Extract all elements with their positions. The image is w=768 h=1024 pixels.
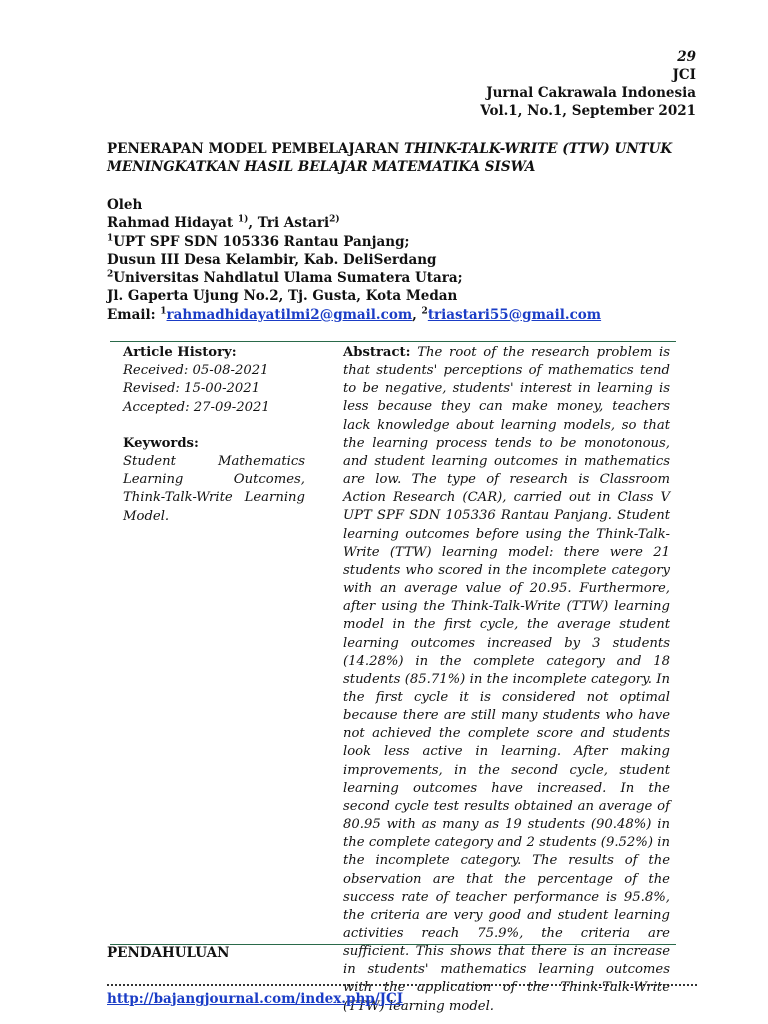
affiliation-2-address: Jl. Gaperta Ujung No.2, Tj. Gusta, Kota Medan (107, 288, 458, 305)
affiliation-2-name: Universitas Nahdlatul Ulama Sumatera Utara; (113, 270, 463, 287)
page-number: 29 (677, 49, 696, 65)
accepted-date: Accepted: 27-09-2021 (123, 399, 270, 415)
title-italic: THINK-TALK-WRITE (TTW) UNTUK MENINGKATKAN HASIL BELAJAR MATEMATIKA SISWA (107, 141, 673, 175)
journal-volume: Vol.1, No.1, September 2021 (480, 103, 696, 119)
affiliation-1-sup: 1 (107, 233, 114, 244)
affiliation-1 (107, 233, 697, 251)
article-history-label: Article History: (123, 345, 237, 360)
journal-name: Jurnal Cakrawala Indonesia (486, 85, 696, 101)
email-line (107, 306, 697, 324)
received-date: Received: 05-08-2021 (123, 363, 269, 379)
keywords-label: Keywords: (123, 435, 199, 451)
affiliation-2 (107, 269, 697, 287)
email-1-link[interactable]: rahmadhidayatilmi2@gmail.com (166, 306, 413, 323)
email-2-link[interactable]: triastari55@gmail.com (427, 306, 602, 323)
affiliation-1-address: Dusun III Desa Kelambir, Kab. DeliSerdang (107, 251, 437, 268)
affiliation-2-sup: 2 (107, 269, 114, 280)
paper-title (107, 140, 697, 176)
section-heading: PENDAHULUAN (107, 945, 230, 961)
email-2-sup: 2 (421, 306, 428, 317)
revised-date: Revised: 15-00-2021 (123, 381, 261, 397)
affiliation-1-name: UPT SPF SDN 105336 Rantau Panjang; (113, 233, 410, 250)
email-1-sup: 1 (160, 306, 167, 317)
author-2-sup: 2) (329, 214, 340, 225)
abstract-label: Abstract: (343, 345, 411, 360)
oleh-label: Oleh (107, 197, 143, 213)
author-1: Rahmad Hidayat (107, 215, 238, 232)
keywords-text: Student Mathematics Learning Outcomes, Think-Talk-Write Learning Model. (123, 454, 305, 524)
article-meta-column (123, 344, 305, 526)
title-regular: PENERAPAN MODEL PEMBELAJARAN (107, 141, 404, 157)
email-label: Email: (107, 306, 161, 323)
journal-abbreviation: JCI (672, 67, 696, 83)
author-1-sup: 1) (237, 214, 249, 225)
footer-dotted-divider (107, 984, 697, 986)
abstract-column (343, 344, 670, 1016)
abstract-text: The root of the research problem is that students' perceptions of mathematics tend to be negative, students' interest in learning is less because they can make money, teachers lack knowledge about learning models, so that the learning process tends to be monotonous, and student learning outcomes in mathematics are low. The type of research is Classroom Action Research (CAR), carried out in Class V UPT SPF SDN 105336 Rantau Panjang. Student learning outcomes before using the Think-Talk-Write (TTW) learning model: there were 21 students who scored in the incomplete category with an average value of 20.95. Furthermore, after using the Think-Talk-Write (TTW) learning model in the first cycle, the average student learning outcomes increased by 3 students (14.28%) in the complete category and 18 students (85.71%) in the incomplete category. In the first cycle it is considered not optimal because there are still many students who have not achieved the complete score and students look less active in learning. After making improvements, in the second cycle, student learning outcomes have increased. In the second cycle test results obtained an average of 80.95 with as many as 19 students (90.48%) in the complete category and 2 students (9.52%) in the incomplete category. The results of the observation are that the percentage of the success rate of teacher performance is 95.8%, the criteria are very good and student learning activities reach 75.9%, the criteria are sufficient. This shows that there is an increase in students' mathematics learning outcomes with the application of the Think-Talk-Write (TTW) learning model. (343, 345, 670, 1014)
footer-journal-link[interactable]: http://bajangjournal.com/index.php/JCI (107, 991, 404, 1007)
author-block (107, 196, 697, 324)
author-names (107, 214, 697, 232)
email-separator: , (412, 306, 422, 323)
author-2: , Tri Astari (248, 215, 330, 232)
journal-header (480, 48, 696, 120)
